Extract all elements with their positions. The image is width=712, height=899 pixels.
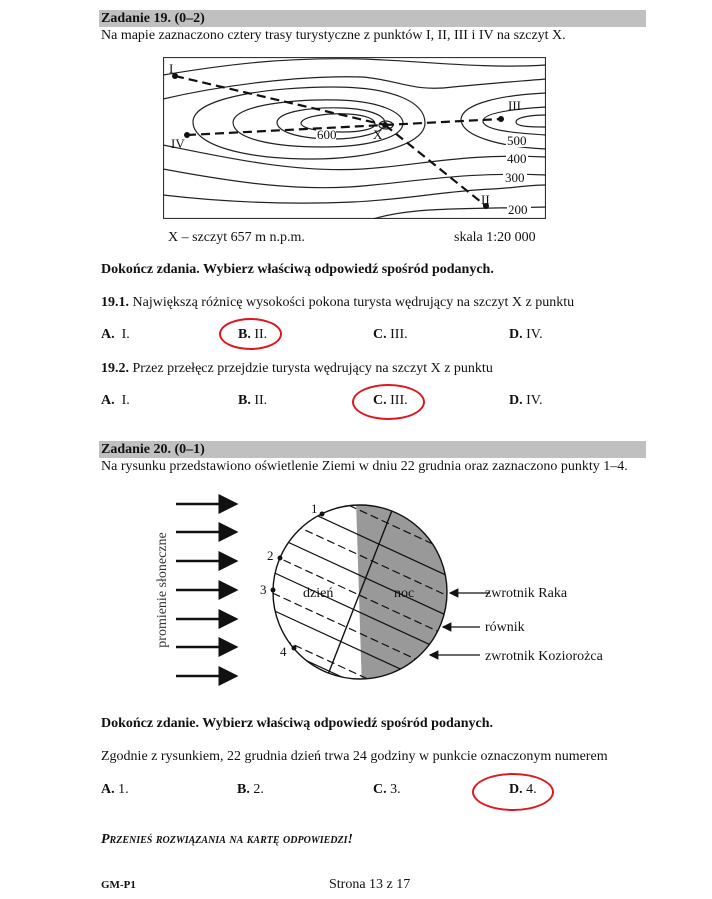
question-number: 19.2. [101,361,129,376]
summit-X-label: X [373,127,383,142]
option-value: II. [254,327,268,342]
question-19-1 [101,294,574,311]
tropic-capricorn-label: zwrotnik Koziorożca [485,649,603,664]
contour-label-200: 200 [508,202,528,217]
topographic-map [163,57,546,219]
task20-intro: Na rysunku przedstawiono oświetlenie Ziemi w dniu 22 grudnia oraz zaznaczono punkty 1–4. [101,459,628,474]
task20-instruction: Dokończ zdanie. Wybierz właściwą odpowiedź spośród podanych. [101,716,494,731]
option-value: I. [121,393,130,408]
point-3-marker [271,588,276,593]
option-value: 2. [253,782,264,797]
day-label: dzień [303,586,334,601]
option-key: D. [509,327,523,342]
option-20-a[interactable] [101,781,129,798]
earth-illumination-figure [140,490,620,695]
option-19-2-a[interactable] [101,392,130,409]
task20-question: Zgodnie z rysunkiem, 22 grudnia dzień trwa 24 godziny w punkcie oznaczonym numerem [101,749,608,764]
contour-label-600: 600 [317,127,337,142]
option-20-c[interactable] [373,781,401,798]
task19-instruction: Dokończ zdania. Wybierz właściwą odpowiedź spośród podanych. [101,262,494,277]
option-value: III. [390,393,408,408]
option-value: 3. [390,782,401,797]
option-key: B. [237,782,250,797]
option-key: A. [101,327,115,342]
transfer-answers-notice: Przenieś rozwiązania na kartę odpowiedzi! [101,832,353,847]
question-19-2 [101,360,493,377]
point-4-label: 4 [280,644,287,659]
map-caption-scale: skala 1:20 000 [454,230,536,245]
option-value: 4. [526,782,537,797]
option-value: III. [390,327,408,342]
task20-header: Zadanie 20. (0–1) [101,442,205,457]
option-19-2-d[interactable] [509,392,543,409]
point-1-marker [320,512,325,517]
point-2-label: 2 [267,548,274,563]
point-IV-label: IV [171,136,185,151]
option-value: 1. [118,782,129,797]
map-caption-summit: X – szczyt 657 m n.p.m. [168,230,305,245]
summit-X-marker [382,122,388,128]
answer-circle-19-2 [352,384,425,420]
option-19-2-b[interactable] [238,392,267,409]
option-19-1-d[interactable] [509,326,543,343]
page-number: Strona 13 z 17 [329,877,411,892]
option-key: B. [238,327,251,342]
option-key: C. [373,393,387,408]
option-key: A. [101,393,115,408]
option-19-1-a[interactable] [101,326,130,343]
task19-intro: Na mapie zaznaczono cztery trasy turystyczne z punktów I, II, III i IV na szczyt X. [101,28,566,43]
option-value: II. [254,393,268,408]
point-I-label: I [169,61,174,76]
task19-header: Zadanie 19. (0–2) [101,11,205,26]
contour-label-300: 300 [505,170,525,185]
point-III-label: III [508,98,521,113]
point-4-marker [292,646,297,651]
option-key: B. [238,393,251,408]
night-label: noc [394,586,415,601]
option-19-1-c[interactable] [373,326,408,343]
question-text: Przez przełęcz przejdzie turysta wędrujący na szczyt X z punktu [132,361,493,376]
point-III-marker [498,116,504,122]
question-number: 19.1. [101,295,129,310]
point-3-label: 3 [260,582,267,597]
option-key: D. [509,393,523,408]
contour-label-500: 500 [507,133,527,148]
sun-rays-label: promienie słoneczne [155,532,170,648]
equator-label: równik [485,620,525,635]
option-key: D. [509,782,523,797]
question-text: Największą różnicę wysokości pokona turysta wędrujący na szczyt X z punktu [132,295,575,310]
option-20-b[interactable] [237,781,264,798]
point-1-label: 1 [311,501,318,516]
option-key: A. [101,782,115,797]
answer-circle-19-1 [219,318,282,350]
point-2-marker [278,556,283,561]
exam-code: GM-P1 [101,879,136,891]
option-key: C. [373,327,387,342]
tropic-cancer-label: zwrotnik Raka [485,586,568,601]
option-value: I. [121,327,130,342]
option-value: IV. [526,327,543,342]
contour-label-400: 400 [507,151,527,166]
point-IV-marker [184,132,190,138]
option-key: C. [373,782,387,797]
point-II-label: II [481,192,490,207]
option-value: IV. [526,393,543,408]
answer-circle-20 [472,773,554,811]
